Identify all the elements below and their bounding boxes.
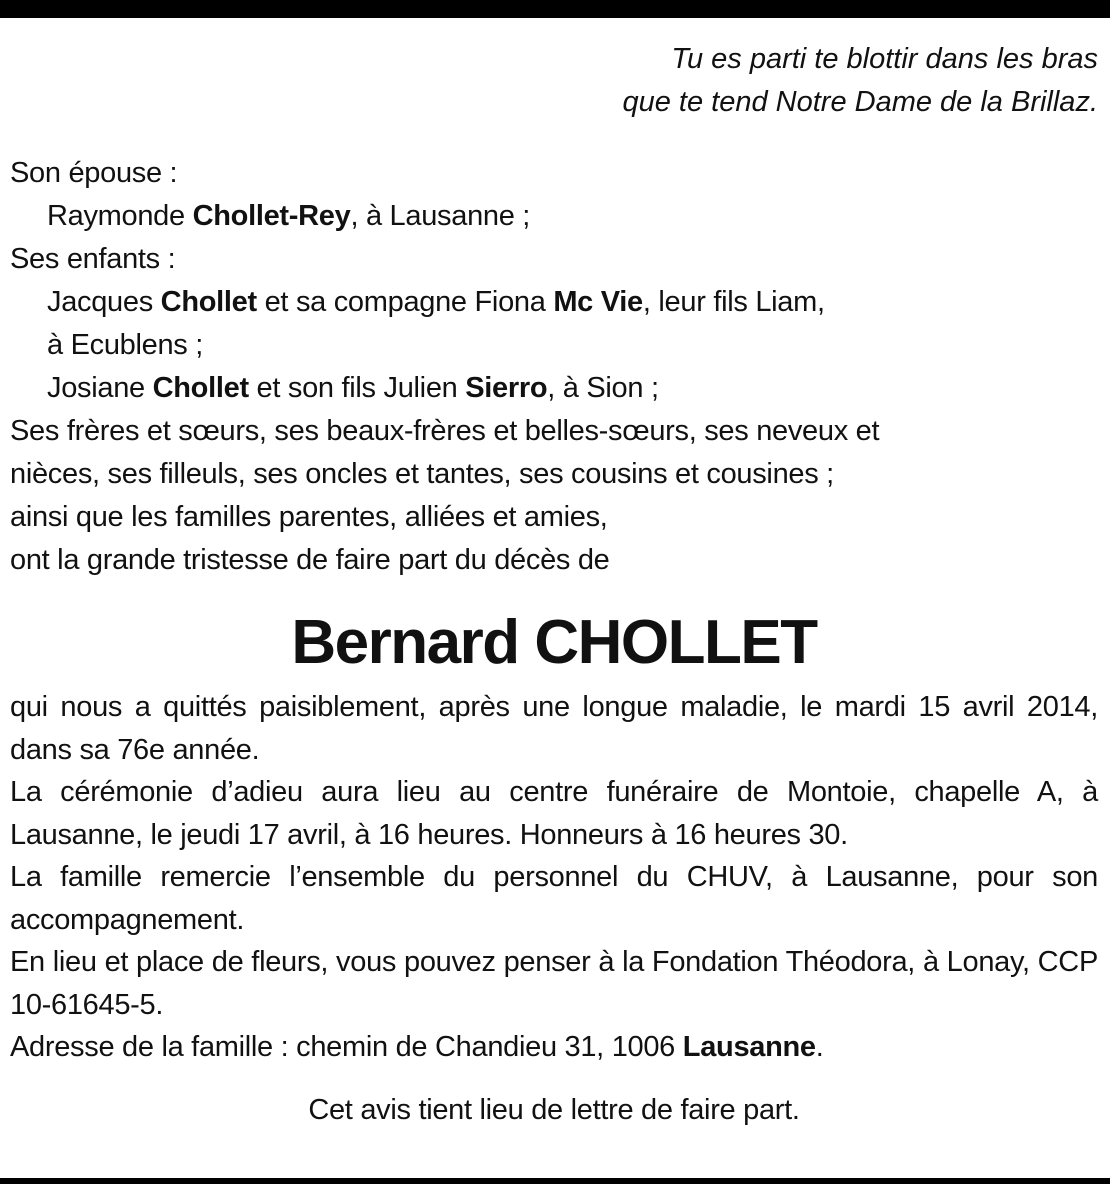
child-1-place: à Ecublens ; — [47, 329, 203, 361]
epigraph-line-1: Tu es parti te blottir dans les bras — [671, 43, 1098, 75]
child-1-surname: Chollet — [160, 286, 257, 318]
donation-paragraph: En lieu et place de fleurs, vous pouvez penser à la Fondation Théodora, à Lonay, CCP 10-61645-5. — [10, 946, 1098, 1021]
spouse-surname: Chollet-Rey — [192, 200, 351, 232]
spouse-line: Raymonde Chollet-Rey, à Lausanne ; — [47, 200, 531, 232]
deceased-name: Bernard CHOLLET — [291, 608, 817, 677]
bottom-rule — [0, 1178, 1110, 1184]
address-city: Lausanne — [682, 1031, 816, 1063]
child-2-surname: Chollet — [152, 372, 249, 404]
spouse-label: Son épouse : — [10, 157, 178, 189]
child-1-line: Jacques Chollet et sa compagne Fiona Mc Vie, leur fils Liam, — [47, 286, 825, 318]
children-label: Ses enfants : — [10, 243, 176, 275]
thanks-paragraph: La famille remercie l’ensemble du personnel du CHUV, à Lausanne, pour son accompagnement. — [10, 861, 1098, 936]
announcement-line: ont la grande tristesse de faire part du décès de — [10, 544, 610, 576]
relatives-line-1: Ses frères et sœurs, ses beaux-frères et belles-sœurs, ses neveux et — [10, 415, 880, 447]
epigraph — [10, 38, 1098, 124]
ceremony-paragraph: La cérémonie d’adieu aura lieu au centre funéraire de Montoie, chapelle A, à Lausanne, le jeudi 17 avril, à 16 heures. Honneurs à 16 heures 30. — [10, 776, 1098, 851]
grandson-surname: Sierro — [465, 372, 548, 404]
child-1-partner-surname: Mc Vie — [553, 286, 643, 318]
passing-paragraph: qui nous a quittés paisiblement, après une longue maladie, le mardi 15 avril 2014, dans sa 76e année. — [10, 691, 1098, 766]
epigraph-line-2: que te tend Notre Dame de la Brillaz. — [622, 86, 1098, 118]
closing-note: Cet avis tient lieu de lettre de faire part. — [308, 1094, 800, 1126]
relatives-line-3: ainsi que les familles parentes, alliées et amies, — [10, 501, 608, 533]
details — [10, 686, 1098, 1069]
top-rule — [0, 0, 1110, 18]
child-2-line: Josiane Chollet et son fils Julien Sierro, à Sion ; — [47, 372, 659, 404]
obituary-notice — [10, 38, 1098, 1132]
family-list — [10, 152, 1098, 582]
family-address: Adresse de la famille : chemin de Chandieu 31, 1006 Lausanne. — [10, 1031, 824, 1063]
relatives-line-2: nièces, ses filleuls, ses oncles et tantes, ses cousins et cousines ; — [10, 458, 834, 490]
